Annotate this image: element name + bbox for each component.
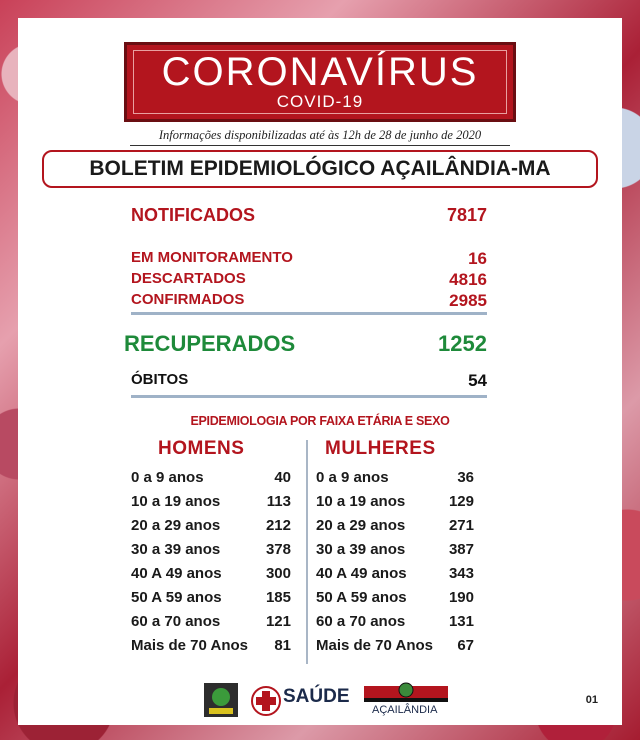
age-count: 121 — [265, 613, 291, 630]
age-count: 67 — [457, 637, 474, 654]
stat-confirmados — [131, 291, 487, 311]
age-range: 50 A 59 anos — [131, 589, 222, 606]
table-row — [131, 493, 291, 517]
stat-monitoramento — [131, 249, 487, 269]
banner-inner-border — [133, 50, 507, 114]
age-count: 185 — [265, 589, 291, 606]
stat-label: ÓBITOS — [131, 371, 189, 388]
age-range: 30 a 39 anos — [131, 541, 221, 558]
city-logo-text: AÇAILÂNDIA — [372, 704, 438, 716]
info-date-line: Informações disponibilizadas até às 12h de 28 de junho de 2020 — [158, 128, 482, 142]
age-count: 378 — [265, 541, 291, 558]
table-row — [131, 469, 291, 493]
table-row — [316, 589, 474, 613]
table-row — [316, 613, 474, 637]
table-row — [131, 541, 291, 565]
women-age-table — [316, 469, 474, 661]
age-range: Mais de 70 Anos — [131, 637, 248, 654]
age-count: 131 — [448, 613, 474, 630]
table-row — [316, 469, 474, 493]
age-count: 300 — [265, 565, 291, 582]
age-count: 40 — [274, 469, 291, 486]
info-underline — [130, 145, 510, 146]
age-count: 212 — [265, 517, 291, 534]
stats-divider — [131, 312, 487, 315]
age-range: 0 a 9 anos — [131, 469, 204, 486]
table-row — [316, 541, 474, 565]
age-range: 60 a 70 anos — [316, 613, 406, 630]
stat-label: CONFIRMADOS — [131, 291, 245, 308]
age-section-title: EPIDEMIOLOGIA POR FAIXA ETÁRIA E SEXO — [190, 414, 450, 428]
stat-value: 16 — [468, 249, 487, 268]
stat-label: EM MONITORAMENTO — [131, 249, 293, 266]
footer-logos — [18, 680, 622, 720]
age-range: 50 A 59 anos — [316, 589, 407, 606]
bulletin-title: BOLETIM EPIDEMIOLÓGICO AÇAILÂNDIA-MA — [42, 150, 598, 188]
age-count: 81 — [274, 637, 291, 654]
age-count: 271 — [448, 517, 474, 534]
stat-label: DESCARTADOS — [131, 270, 246, 287]
table-row — [131, 517, 291, 541]
coronavirus-banner — [124, 42, 516, 122]
obitos-divider — [131, 395, 487, 398]
table-row — [131, 589, 291, 613]
age-count: 36 — [457, 469, 474, 486]
men-heading: HOMENS — [158, 438, 245, 459]
stat-recuperados — [124, 331, 487, 359]
age-range: 60 a 70 anos — [131, 613, 221, 630]
table-row — [316, 517, 474, 541]
stat-value: 7817 — [446, 205, 487, 225]
age-range: 40 A 49 anos — [316, 565, 407, 582]
table-row — [316, 493, 474, 517]
age-range: 20 a 29 anos — [316, 517, 406, 534]
bulletin-card — [18, 18, 622, 725]
stat-value: 2985 — [449, 291, 487, 310]
age-range: 10 a 19 anos — [316, 493, 406, 510]
age-range: 30 a 39 anos — [316, 541, 406, 558]
table-row — [131, 613, 291, 637]
red-cross-icon — [251, 686, 281, 716]
stat-label: NOTIFICADOS — [131, 205, 255, 225]
age-count: 343 — [448, 565, 474, 582]
banner-subtitle: COVID-19 — [276, 92, 364, 111]
health-dept-logo — [203, 682, 239, 718]
stat-descartados — [131, 270, 487, 290]
stat-obitos — [131, 371, 487, 391]
men-age-table — [131, 469, 291, 661]
age-count: 113 — [266, 493, 291, 510]
city-crest-icon — [398, 682, 414, 698]
saude-logo-text: SAÚDE — [283, 686, 350, 707]
women-heading: MULHERES — [325, 438, 436, 459]
age-range: 10 a 19 anos — [131, 493, 221, 510]
banner-title: CORONAVÍRUS — [161, 50, 479, 94]
column-divider — [306, 440, 308, 664]
age-range: Mais de 70 Anos — [316, 637, 433, 654]
table-row — [131, 565, 291, 589]
stat-value: 54 — [468, 371, 487, 390]
age-range: 0 a 9 anos — [316, 469, 389, 486]
age-count: 387 — [448, 541, 474, 558]
age-count: 190 — [448, 589, 474, 606]
stat-notificados — [131, 205, 487, 229]
table-row — [131, 637, 291, 661]
page-number: 01 — [585, 694, 598, 706]
table-row — [316, 565, 474, 589]
stat-label: RECUPERADOS — [124, 331, 296, 356]
table-row — [316, 637, 474, 661]
age-range: 40 A 49 anos — [131, 565, 222, 582]
city-flag-black — [364, 698, 448, 702]
stat-value: 4816 — [449, 270, 487, 289]
age-range: 20 a 29 anos — [131, 517, 221, 534]
age-count: 129 — [448, 493, 474, 510]
stat-value: 1252 — [438, 331, 487, 356]
